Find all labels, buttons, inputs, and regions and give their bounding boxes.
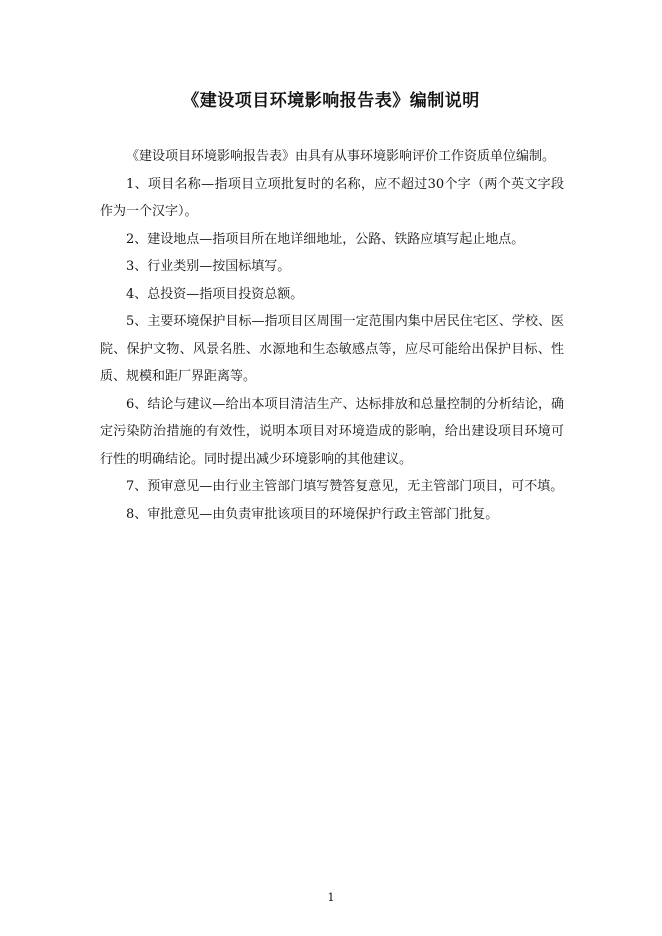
paragraph-conclusions: 6、结论与建议—给出本项目清洁生产、达标排放和总量控制的分析结论，确定污染防治措施的有效性，说明本项目对环境造成的影响，给出建设项目环境可行性的明确结论。同时提出减少环境影响的其他建议。	[100, 396, 564, 467]
page-number: 1	[327, 891, 335, 904]
paragraph-construction-site: 2、建设地点—指项目所在地详细地址，公路、铁路应填写起止地点。	[126, 231, 525, 247]
paragraph-total-investment: 4、总投资—指项目投资总额。	[126, 286, 304, 302]
page-title: 《建设项目环境影响报告表》编制说明	[182, 91, 480, 111]
document-body	[100, 143, 564, 528]
paragraph-project-name: 1、项目名称—指项目立项批复时的名称，应不超过30个字（两个英文字段作为一个汉字）。	[100, 176, 564, 219]
paragraph-preliminary-review: 7、预审意见—由行业主管部门填写赞答复意见，无主管部门项目，可不填。	[126, 479, 564, 494]
paragraph-intro: 《建设项目环境影响报告表》由具有从事环境影响评价工作资质单位编制。	[126, 149, 556, 164]
paragraph-protection-targets: 5、主要环境保护目标—指项目区周围一定范围内集中居民住宅区、学校、医院、保护文物、风景名胜、水源地和生态敏感点等，应尽可能给出保护目标、性质、规模和距厂界距离等。	[100, 314, 564, 384]
paragraph-approval-opinion: 8、审批意见—由负责审批该项目的环境保护行政主管部门批复。	[126, 506, 499, 522]
paragraph-industry-category: 3、行业类别—按国标填写。	[126, 259, 291, 274]
